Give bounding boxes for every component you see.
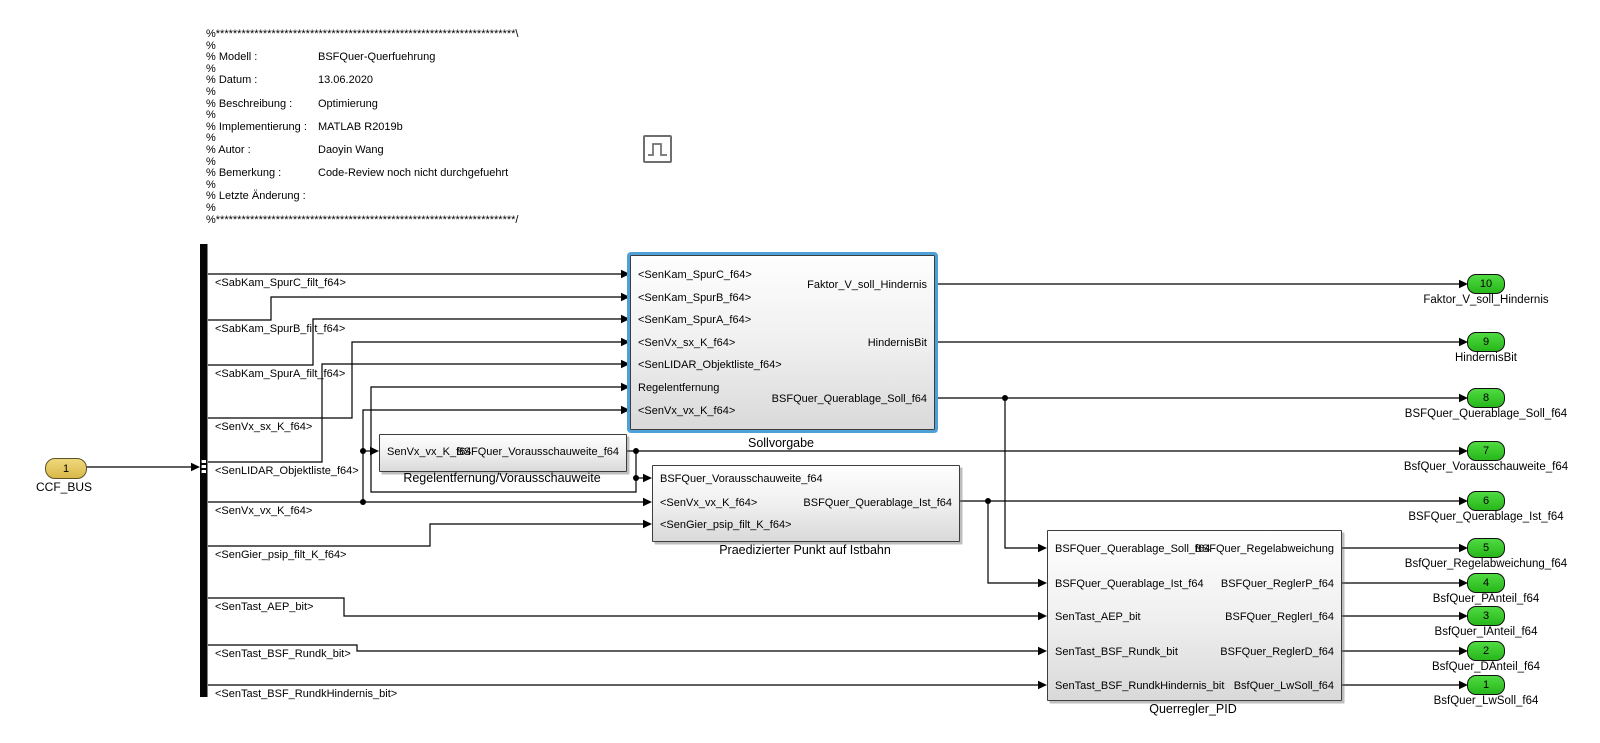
block-input-label: BSFQuer_Querablage_Soll_f64 — [1055, 543, 1211, 555]
inport-number: 1 — [62, 462, 70, 475]
bus-signal-label: <SenTast_BSF_RundkHindernis_bit> — [215, 688, 398, 700]
outport-number: 4 — [1482, 577, 1490, 589]
wire-senvx-sx[interactable] — [208, 342, 621, 418]
comment-row — [206, 145, 519, 157]
bus-signal-label: <SenTast_AEP_bit> — [215, 601, 314, 613]
comment-label: % — [206, 109, 216, 122]
block-input-label: BSFQuer_Querablage_Ist_f64 — [1055, 578, 1204, 590]
outport-4[interactable] — [1467, 573, 1505, 593]
pulse-waveform-icon — [646, 139, 669, 159]
outport-2[interactable] — [1467, 641, 1505, 661]
comment-label: % Datum : — [206, 74, 258, 87]
block-input-label: SenTast_AEP_bit — [1055, 611, 1141, 623]
block-output-label: BSFQuer_Regelabweichung — [1194, 543, 1334, 555]
outport-number: 8 — [1482, 392, 1490, 404]
block-input-label: SenVx_vx_K_f64 — [387, 446, 472, 458]
comment-label: % Modell : — [206, 51, 258, 64]
block-output-label: BSFQuer_Querablage_Ist_f64 — [803, 497, 952, 509]
block-input-label: <SenKam_SpurB_f64> — [638, 292, 752, 304]
bus-signal-label: <SabKam_SpurA_filt_f64> — [215, 368, 346, 380]
comment-label: % Letzte Änderung : — [206, 190, 306, 203]
comment-label: % Implementierung : — [206, 120, 307, 133]
comment-row — [206, 215, 519, 227]
block-output-label: Faktor_V_soll_Hindernis — [807, 279, 927, 291]
block-querregler-pid[interactable] — [1047, 530, 1342, 701]
comment-row — [206, 191, 519, 203]
comment-row — [206, 75, 519, 87]
block-input-label: SenTast_BSF_RundkHindernis_bit — [1055, 680, 1225, 692]
block-output-label: BsfQuer_LwSoll_f64 — [1233, 680, 1334, 692]
outport-5[interactable] — [1467, 538, 1505, 558]
comment-row — [206, 99, 519, 111]
outport-number: 1 — [1482, 679, 1490, 691]
bus-selector-bar[interactable] — [200, 244, 208, 697]
wire-sengier-psip[interactable] — [208, 524, 643, 546]
comment-value: Code-Review noch nicht durchgefuehrt — [318, 167, 509, 180]
comment-label: % — [206, 62, 216, 75]
comment-value: Optimierung — [318, 97, 378, 110]
block-name-querregler-pid[interactable]: Querregler_PID — [1149, 702, 1237, 716]
outport-label: BsfQuer_LwSoll_f64 — [1433, 695, 1539, 707]
block-input-label: <SenVx_vx_K_f64> — [660, 497, 758, 509]
bus-signal-label: <SabKam_SpurB_filt_f64> — [215, 323, 346, 335]
outport-number: 7 — [1482, 445, 1490, 457]
outport-number: 6 — [1482, 495, 1490, 507]
block-sollvorgabe[interactable] — [630, 255, 935, 430]
outport-label: Faktor_V_soll_Hindernis — [1423, 294, 1549, 306]
wire-sentast-aep[interactable] — [208, 598, 1038, 616]
block-output-label: BSFQuer_Vorausschauweite_f64 — [456, 446, 619, 458]
inport-ccf-bus[interactable] — [45, 458, 87, 479]
block-output-label: BSFQuer_ReglerD_f64 — [1220, 646, 1334, 658]
block-output-label: HindernisBit — [867, 337, 927, 349]
block-input-label: <SenGier_psip_filt_K_f64> — [660, 519, 792, 531]
outport-label: BsfQuer_PAnteil_f64 — [1432, 593, 1540, 605]
block-name-sollvorgabe[interactable]: Sollvorgabe — [747, 436, 815, 450]
bus-signal-label: <SenVx_vx_K_f64> — [215, 505, 313, 517]
block-output-label: BSFQuer_ReglerP_f64 — [1220, 578, 1334, 590]
outport-label: BsfQuer_DAnteil_f64 — [1431, 661, 1541, 673]
block-input-label: <SenVx_sx_K_f64> — [638, 337, 736, 349]
outport-6[interactable] — [1467, 491, 1505, 511]
comment-label: % — [206, 85, 216, 98]
block-regelentfernung[interactable] — [379, 434, 627, 472]
outport-label: BsfQuer_Vorausschauweite_f64 — [1403, 461, 1569, 473]
outport-number: 5 — [1482, 542, 1490, 554]
comment-label: % — [206, 155, 216, 168]
comment-row — [206, 29, 519, 41]
outport-number: 3 — [1482, 610, 1490, 622]
comment-value: BSFQuer-Querfuehrung — [318, 51, 436, 64]
outport-label: HindernisBit — [1455, 352, 1517, 364]
outport-number: 9 — [1482, 336, 1490, 348]
block-input-label: <SenLIDAR_Objektliste_f64> — [638, 359, 782, 371]
block-input-label: <SenVx_vx_K_f64> — [638, 405, 736, 417]
outport-7[interactable] — [1467, 441, 1505, 461]
outport-8[interactable] — [1467, 388, 1505, 408]
block-praedizierter-punkt[interactable] — [652, 465, 960, 542]
comment-label: %**********************************************************************\ — [206, 28, 519, 40]
comment-label: % — [206, 132, 216, 145]
comment-row — [206, 122, 519, 134]
comment-label: % Autor : — [206, 143, 251, 156]
wire-sabkam-spurb[interactable] — [208, 297, 621, 320]
block-input-label: BSFQuer_Vorausschauweite_f64 — [660, 473, 823, 485]
block-input-label: <SenKam_SpurA_f64> — [638, 314, 752, 326]
outport-number: 10 — [1479, 278, 1493, 290]
outport-9[interactable] — [1467, 332, 1505, 352]
wire-querablage-soll[interactable] — [933, 398, 1459, 548]
block-name-praedizierter-punkt[interactable]: Praedizierter Punkt auf Istbahn — [719, 543, 891, 557]
block-input-label: Regelentfernung — [638, 382, 720, 394]
bus-signal-label: <SenVx_sx_K_f64> — [215, 421, 313, 433]
comment-label: % Beschreibung : — [206, 97, 293, 110]
model-header-comment[interactable] — [206, 29, 519, 226]
comment-value: MATLAB R2019b — [318, 120, 403, 133]
outport-label: BSFQuer_Querablage_Ist_f64 — [1408, 511, 1564, 523]
comment-value: Daoyin Wang — [318, 143, 384, 156]
outport-number: 2 — [1482, 645, 1490, 657]
outport-label: BsfQuer_Regelabweichung_f64 — [1404, 558, 1568, 570]
comment-label: % Bemerkung : — [206, 167, 282, 180]
comment-label: %**********************************************************************/ — [206, 213, 519, 226]
outport-label: BSFQuer_Querablage_Soll_f64 — [1404, 408, 1568, 420]
pulse-block[interactable] — [643, 135, 672, 163]
outport-10[interactable] — [1467, 274, 1505, 294]
block-output-label: BSFQuer_Querablage_Soll_f64 — [771, 393, 927, 405]
outport-1[interactable] — [1467, 675, 1505, 695]
comment-row — [206, 52, 519, 64]
comment-label: % — [206, 201, 216, 214]
comment-label: % — [206, 39, 216, 52]
outport-label: BsfQuer_IAnteil_f64 — [1434, 626, 1538, 638]
block-input-label: <SenKam_SpurC_f64> — [638, 269, 752, 281]
comment-row — [206, 168, 519, 180]
block-name-regelentfernung[interactable]: Regelentfernung/Vorausschauweite — [403, 471, 601, 485]
block-output-label: BSFQuer_ReglerI_f64 — [1225, 611, 1334, 623]
outport-3[interactable] — [1467, 606, 1505, 626]
inport-label: CCF_BUS — [35, 480, 93, 494]
comment-value: 13.06.2020 — [318, 74, 374, 87]
bus-signal-label: <SenTast_BSF_Rundk_bit> — [215, 648, 351, 660]
bus-signal-label: <SenGier_psip_filt_K_f64> — [215, 549, 347, 561]
comment-label: % — [206, 178, 216, 191]
bus-signal-label: <SenLIDAR_Objektliste_f64> — [215, 465, 359, 477]
block-input-label: SenTast_BSF_Rundk_bit — [1055, 646, 1178, 658]
bus-signal-label: <SabKam_SpurC_filt_f64> — [215, 277, 346, 289]
